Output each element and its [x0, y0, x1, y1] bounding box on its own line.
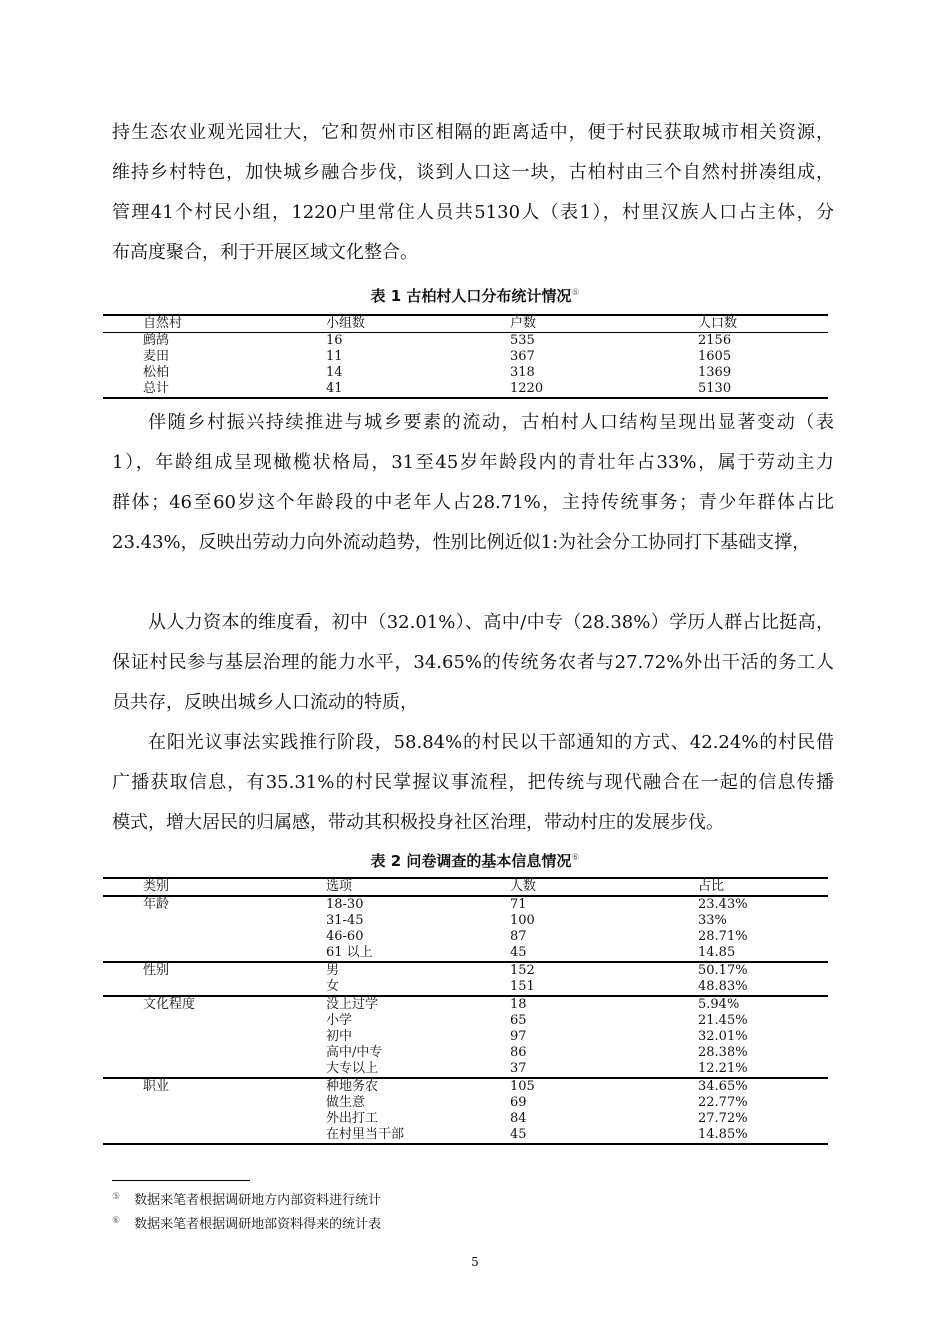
table-row — [103, 929, 828, 945]
cell: 16 — [326, 333, 343, 348]
cell: 14.85% — [698, 1127, 748, 1142]
cell: 1369 — [698, 365, 732, 380]
table-row — [103, 333, 828, 349]
cell: 23.43% — [698, 897, 748, 912]
cell: 28.38% — [698, 1045, 748, 1060]
cell: 鹧鸪 — [143, 333, 170, 348]
table-row — [103, 1029, 828, 1045]
text-line: 1），年龄组成呈现橄榄状格局，31至45岁年龄段内的青壮年占33%，属于劳动主力 — [112, 452, 834, 473]
cell: 1220 — [510, 381, 544, 396]
cell: 在村里当干部 — [326, 1127, 405, 1142]
table-row — [103, 1013, 828, 1029]
cell: 84 — [510, 1111, 527, 1126]
cell: 41 — [326, 381, 343, 396]
text-line: 员共存，反映出城乡人口流动的特质， — [112, 692, 418, 713]
text-line: 在阳光议事法实践推行阶段，58.84%的村民以干部通知的方式、42.24%的村民借 — [148, 732, 834, 753]
cell: 34.65% — [698, 1079, 748, 1094]
cell: 小组数 — [326, 316, 366, 331]
cell: 318 — [510, 365, 535, 380]
paragraph-4 — [112, 723, 834, 843]
cell: 97 — [510, 1029, 527, 1044]
caption-text: 表 2 问卷调查的基本信息情况 — [370, 852, 572, 870]
table-row — [103, 1061, 828, 1077]
cell: 32.01% — [698, 1029, 748, 1044]
cell: 人口数 — [698, 316, 738, 331]
cell: 100 — [510, 913, 535, 928]
cell: 65 — [510, 1013, 527, 1028]
footnote-text: 数据来笔者根据调研地方内部资料进行统计 — [134, 1193, 382, 1208]
text-line: 群体；46至60岁这个年龄段的中老年人占28.71%，主持传统事务；青少年群体占比 — [112, 492, 834, 513]
cell: 27.72% — [698, 1111, 748, 1126]
footnote-5 — [112, 1189, 381, 1208]
cell: 户数 — [510, 316, 537, 331]
table-row — [103, 1127, 828, 1143]
cell: 71 — [510, 897, 527, 912]
cell: 18-30 — [326, 897, 364, 912]
cell: 初中 — [326, 1029, 353, 1044]
cell: 总计 — [143, 381, 170, 396]
table-row — [103, 365, 828, 381]
cell: 22.77% — [698, 1095, 748, 1110]
cell: 46-60 — [326, 929, 364, 944]
cell: 年龄 — [143, 897, 170, 912]
footnote-ref: ⑥ — [571, 853, 580, 863]
cell: 5.94% — [698, 997, 740, 1012]
cell: 37 — [510, 1061, 527, 1076]
cell: 人数 — [510, 879, 537, 894]
cell: 选项 — [326, 879, 353, 894]
cell: 占比 — [698, 879, 725, 894]
table-2 — [103, 877, 828, 1145]
cell: 14.85 — [698, 945, 736, 960]
table-row — [103, 963, 828, 979]
cell: 文化程度 — [143, 997, 196, 1012]
cell: 女 — [326, 979, 340, 994]
text-line: 广播获取信息，有35.31%的村民掌握议事流程，把传统与现代融合在一起的信息传播 — [112, 772, 834, 793]
paragraph-1 — [112, 113, 834, 273]
table-row — [103, 1045, 828, 1061]
cell: 28.71% — [698, 929, 748, 944]
table-1 — [103, 314, 828, 399]
cell: 类别 — [143, 879, 170, 894]
cell: 种地务农 — [326, 1079, 379, 1094]
footnote-mark: ⑥ — [112, 1215, 121, 1226]
cell: 86 — [510, 1045, 527, 1060]
cell: 外出打工 — [326, 1111, 379, 1126]
cell: 535 — [510, 333, 535, 348]
table-rule — [103, 397, 828, 399]
paragraph-2 — [112, 403, 834, 563]
cell: 没上过学 — [326, 997, 379, 1012]
cell: 33% — [698, 913, 727, 928]
paragraph-3 — [112, 603, 834, 723]
table-row — [103, 945, 828, 961]
text-line: 持生态农业观光园壮大，它和贺州市区相隔的距离适中，便于村民获取城市相关资源， — [112, 122, 834, 143]
text-line: 伴随乡村振兴持续推进与城乡要素的流动，古柏村人口结构呈现出显著变动（表 — [148, 412, 834, 433]
page-number: 5 — [471, 1255, 479, 1269]
table-rule — [103, 1143, 828, 1145]
table-row — [103, 1095, 828, 1111]
cell: 1605 — [698, 349, 732, 364]
text-line: 保证村民参与基层治理的能力水平，34.65%的传统务农者与27.72%外出干活的务工人 — [112, 652, 834, 673]
cell: 45 — [510, 1127, 527, 1142]
footnote-ref: ⑤ — [571, 288, 580, 298]
table-row — [103, 979, 828, 995]
table1-caption — [0, 285, 950, 306]
cell: 367 — [510, 349, 535, 364]
table-row — [103, 1079, 828, 1095]
cell: 61 以上 — [326, 945, 373, 960]
cell: 18 — [510, 997, 527, 1012]
cell: 105 — [510, 1079, 535, 1094]
caption-text: 表 1 古柏村人口分布统计情况 — [370, 287, 572, 305]
cell: 69 — [510, 1095, 527, 1110]
table-row — [103, 381, 828, 397]
header-row — [103, 316, 828, 332]
cell: 麦田 — [143, 349, 170, 364]
table-row — [103, 897, 828, 913]
cell: 高中/中专 — [326, 1045, 383, 1060]
text-line: 从人力资本的维度看，初中（32.01%）、高中/中专（28.38%）学历人群占比挺高， — [148, 612, 834, 633]
cell: 45 — [510, 945, 527, 960]
footnote-mark: ⑤ — [112, 1191, 121, 1202]
table2-caption — [0, 850, 950, 871]
cell: 5130 — [698, 381, 732, 396]
table-row — [103, 349, 828, 365]
cell: 大专以上 — [326, 1061, 379, 1076]
text-line: 布高度聚合，利于开展区域文化整合。 — [112, 242, 418, 263]
cell: 152 — [510, 963, 535, 978]
cell: 14 — [326, 365, 343, 380]
cell: 2156 — [698, 333, 732, 348]
cell: 48.83% — [698, 979, 748, 994]
footnote-6 — [112, 1213, 381, 1232]
cell: 21.45% — [698, 1013, 748, 1028]
cell: 小学 — [326, 1013, 353, 1028]
cell: 12.21% — [698, 1061, 748, 1076]
cell: 87 — [510, 929, 527, 944]
cell: 性别 — [143, 963, 170, 978]
cell: 松柏 — [143, 365, 170, 380]
header-row — [103, 879, 828, 895]
cell: 做生意 — [326, 1095, 366, 1110]
cell: 11 — [326, 349, 343, 364]
footnote-text: 数据来笔者根据调研地部资料得来的统计表 — [134, 1217, 382, 1232]
cell: 31-45 — [326, 913, 364, 928]
cell: 自然村 — [143, 316, 183, 331]
cell: 男 — [326, 963, 340, 978]
cell: 50.17% — [698, 963, 748, 978]
table-row — [103, 913, 828, 929]
text-line: 模式，增大居民的归属感，带动其积极投身社区治理，带动村庄的发展步伐。 — [112, 812, 724, 833]
table-row — [103, 1111, 828, 1127]
table-row — [103, 997, 828, 1013]
cell: 151 — [510, 979, 535, 994]
cell: 职业 — [143, 1079, 170, 1094]
text-line: 管理41个村民小组，1220户里常住人员共5130人（表1），村里汉族人口占主体，分 — [112, 202, 834, 223]
footnote-divider — [112, 1180, 250, 1181]
text-line: 23.43%，反映出劳动力向外流动趋势，性别比例近似1:为社会分工协同打下基础支撑， — [112, 532, 811, 553]
text-line: 维持乡村特色，加快城乡融合步伐，谈到人口这一块，古柏村由三个自然村拼凑组成， — [112, 162, 834, 183]
